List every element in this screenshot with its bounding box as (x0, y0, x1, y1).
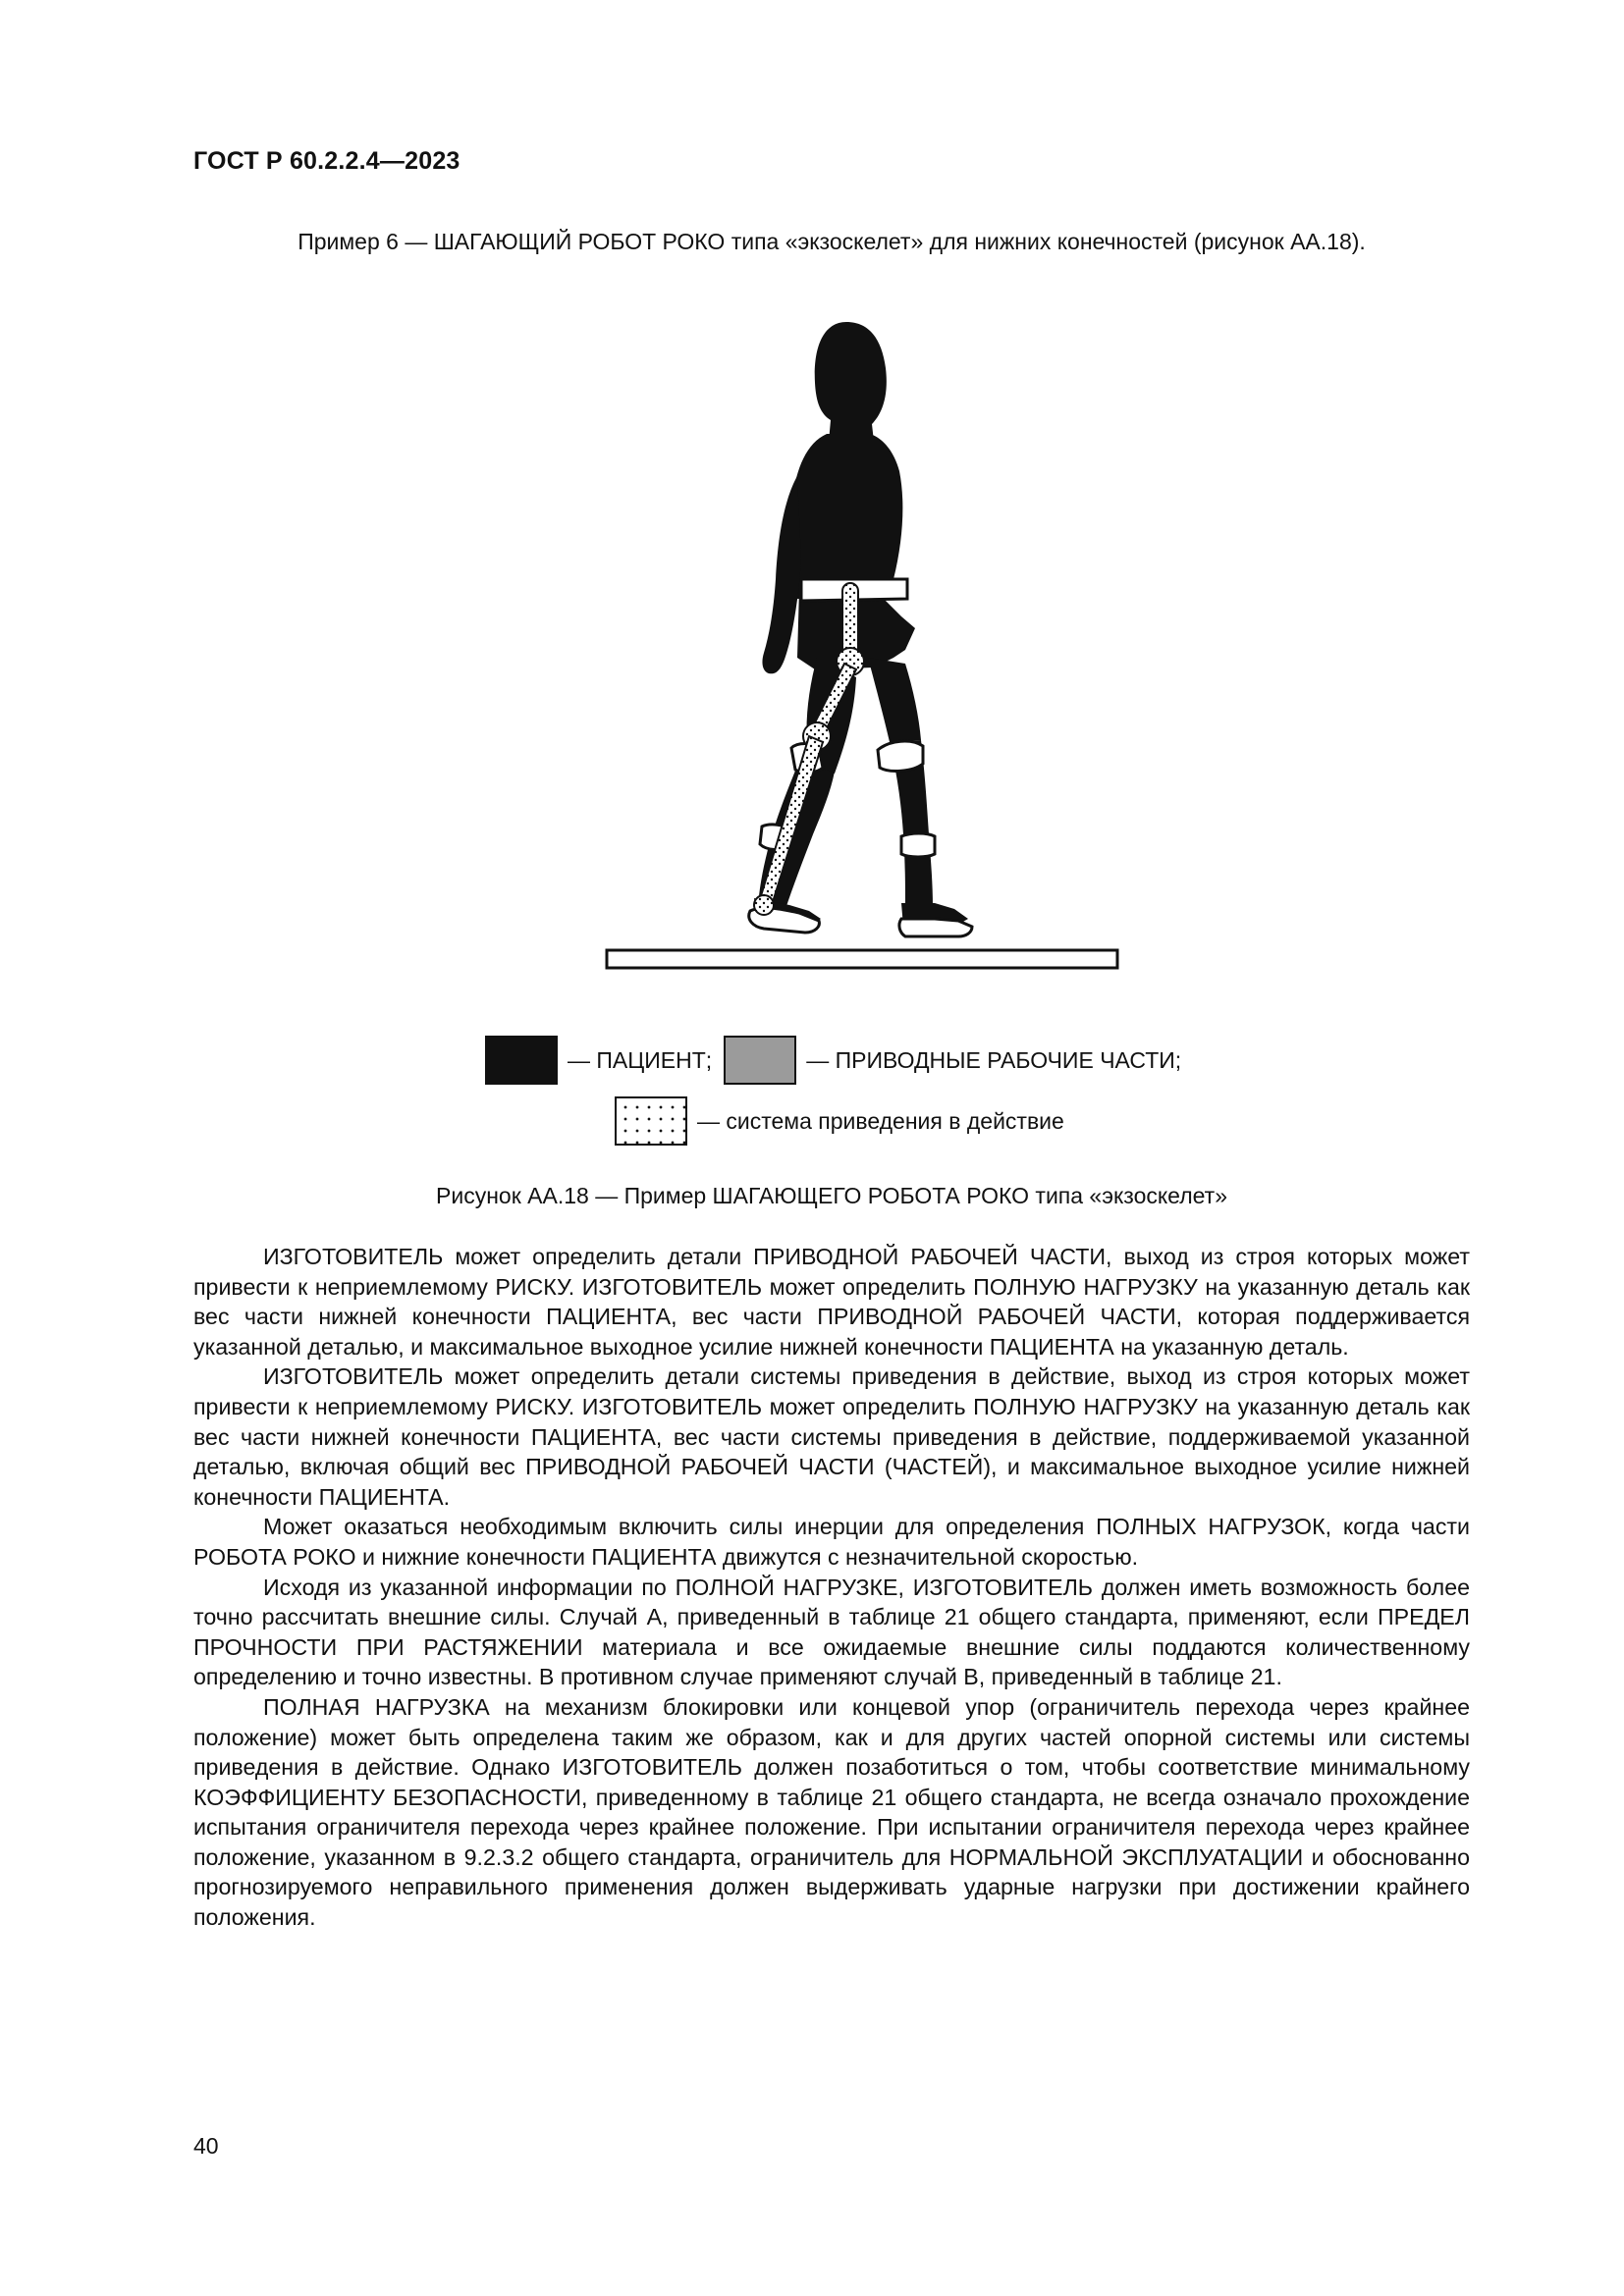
ground-plate (607, 950, 1117, 968)
legend-label-patient: — ПАЦИЕНТ; (568, 1046, 713, 1073)
standard-code: ГОСТ Р 60.2.2.4—2023 (193, 147, 460, 175)
paragraph: ИЗГОТОВИТЕЛЬ может определить детали системы приведения в действие, выход из строя которых может привести к неприемлемому РИСКУ. ИЗГОТОВИТЕЛЬ может определить ПОЛНУЮ НАГРУЗКУ на указанную деталь как вес части нижней конечности ПАЦИЕНТА, вес части системы приведения в действие, поддерживаемой указанной деталью, включая общий вес ПРИВОДНОЙ РАБОЧЕЙ ЧАСТИ (ЧАСТЕЙ), и максимальное выходное усилие нижней конечности ПАЦИЕНТА. (193, 1363, 1470, 1510)
legend-swatch-actuation-system (615, 1096, 687, 1146)
paragraph: ПОЛНАЯ НАГРУЗКА на механизм блокировки или концевой упор (ограничитель перехода через крайнее положение) может быть определена таким же образом, как и для других частей опорной системы или системы приведения в действие. Однако ИЗГОТОВИТЕЛЬ должен позаботиться о том, чтобы соответствие минимальному КОЭФФИЦИЕНТУ БЕЗОПАСНОСТИ, приведенному в таблице 21 общего стандарта, не всегда означало прохождение испытания ограничителя перехода через крайнее положение. При испытании ограничителя перехода через крайнее положение, указанном в 9.2.3.2 общего стандарта, ограничитель для НОРМАЛЬНОЙ ЭКСПЛУАТАЦИИ и обоснованно прогнозируемого неправильного применения должен выдерживать ударные нагрузки при достижении крайнего положения. (193, 1693, 1470, 1931)
legend-row-actuation (615, 1096, 1064, 1146)
example-line: Пример 6 — ШАГАЮЩИЙ РОБОТ РОКО типа «экзоскелет» для нижних конечностей (рисунок АА.18). (298, 229, 1366, 254)
exoskeleton-figure (589, 304, 1139, 1011)
legend-swatch-patient (485, 1036, 558, 1085)
figure-legend (471, 1036, 1257, 1153)
legend-label-actuation-system: — система приведения в действие (697, 1107, 1064, 1134)
body-text (193, 1242, 1470, 1933)
legend-swatch-drive-parts (724, 1036, 796, 1085)
paragraph: Может оказаться необходимым включить силы инерции для определения ПОЛНЫХ НАГРУЗОК, когда части РОБОТА РОКО и нижние конечности ПАЦИЕНТА движутся с незначительной скоростью. (193, 1514, 1470, 1570)
paragraph: Исходя из указанной информации по ПОЛНОЙ НАГРУЗКЕ, ИЗГОТОВИТЕЛЬ должен иметь возможность более точно рассчитать внешние силы. Случай А, приведенный в таблице 21 общего стандарта, применяют, если ПРЕДЕЛ ПРОЧНОСТИ ПРИ РАСТЯЖЕНИИ материала и все ожидаемые внешние силы поддаются количественному определению и точно известны. В противном случае применяют случай В, приведенный в таблице 21. (193, 1574, 1470, 1690)
legend-label-drive-parts: — ПРИВОДНЫЕ РАБОЧИЕ ЧАСТИ; (806, 1046, 1182, 1073)
legend-row-patient-parts (485, 1036, 1181, 1085)
figure-caption: Рисунок АА.18 — Пример ШАГАЮЩЕГО РОБОТА РОКО типа «экзоскелет» (436, 1183, 1227, 1208)
page-number: 40 (193, 2133, 219, 2159)
paragraph: ИЗГОТОВИТЕЛЬ может определить детали ПРИВОДНОЙ РАБОЧЕЙ ЧАСТИ, выход из строя которых может привести к неприемлемому РИСКУ. ИЗГОТОВИТЕЛЬ может определить ПОЛНУЮ НАГРУЗКУ на указанную деталь как вес части нижней конечности ПАЦИЕНТА, вес части ПРИВОДНОЙ РАБОЧЕЙ ЧАСТИ, которая поддерживается указанной деталью, и максимальное выходное усилие нижней конечности ПАЦИЕНТА на указанную деталь. (193, 1244, 1470, 1360)
